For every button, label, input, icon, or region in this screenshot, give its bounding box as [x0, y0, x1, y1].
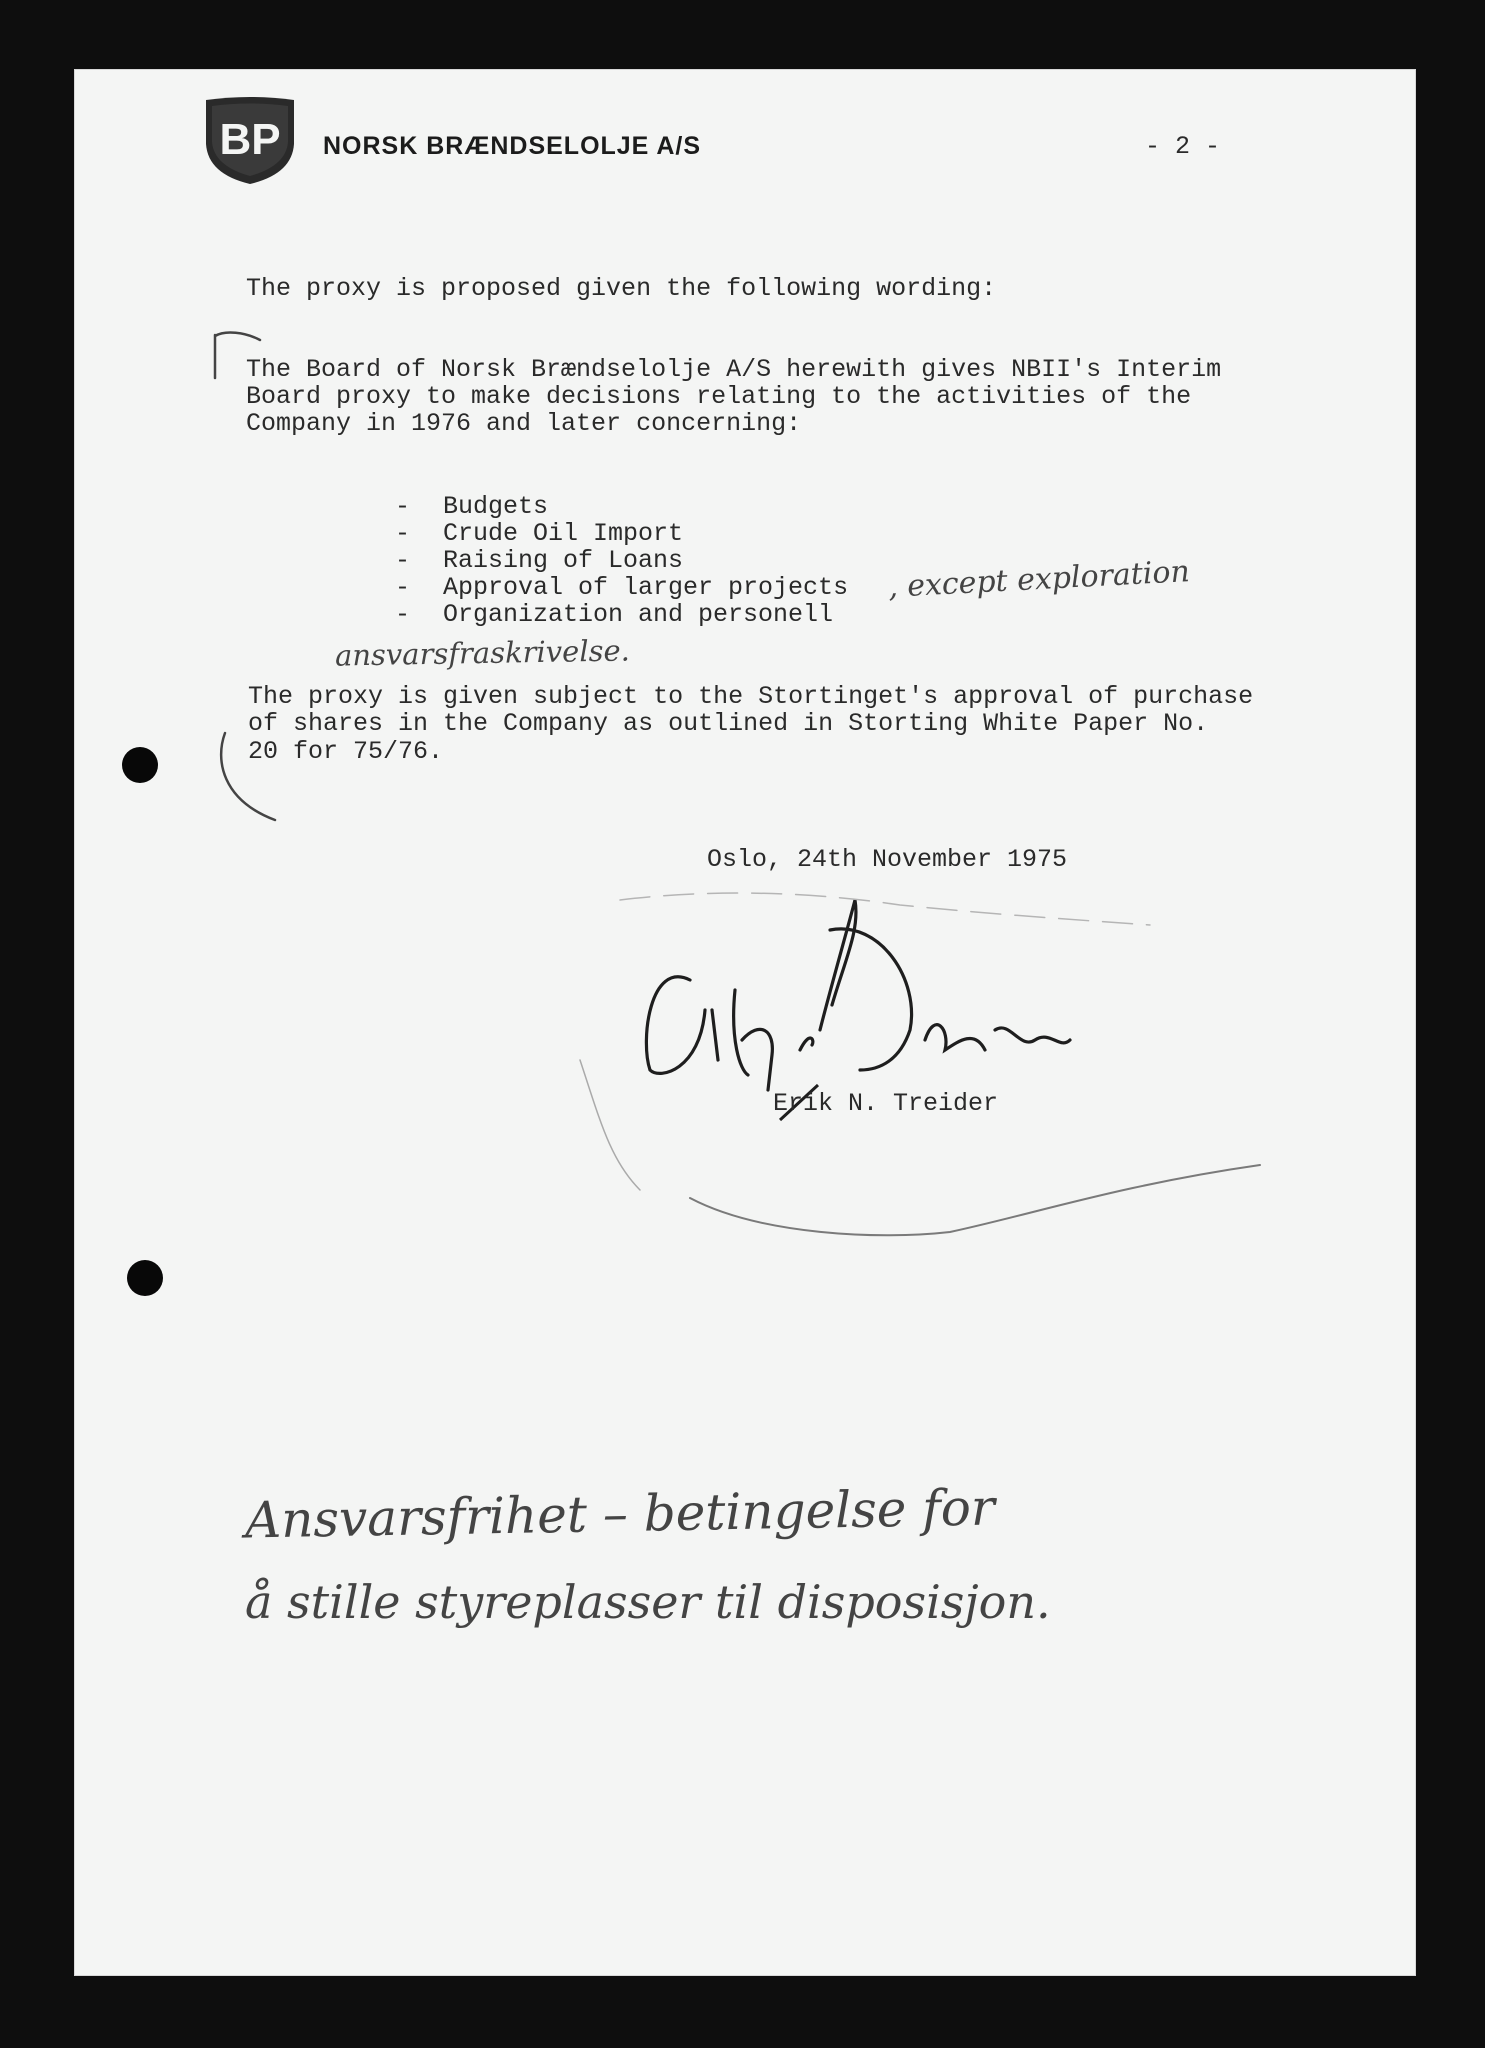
company-letterhead: NORSK BRÆNDSELOLJE A/S: [323, 132, 702, 160]
list-item-text: Budgets: [443, 492, 549, 521]
list-dash: -: [395, 546, 411, 575]
condition-paragraph-line: of shares in the Company as outlined in Storting White Paper No.: [248, 709, 1209, 738]
list-dash: -: [395, 573, 411, 602]
list-item-text: Crude Oil Import: [443, 519, 684, 548]
signature-name: Erik N. Treider: [773, 1089, 999, 1118]
list-dash: -: [395, 519, 411, 548]
list-item: [395, 574, 848, 601]
list-item: [395, 601, 848, 628]
list-dash: -: [395, 492, 411, 521]
handwritten-note-disclaimer: ansvarsfraskrivelse.: [334, 633, 631, 673]
list-item-text: Raising of Loans: [443, 546, 684, 575]
activities-list: [395, 493, 848, 628]
punch-hole-lower: [127, 1260, 163, 1296]
list-item: [395, 493, 848, 520]
punch-hole-upper: [122, 747, 158, 783]
intro-line: The proxy is proposed given the following wording:: [246, 274, 997, 303]
handwritten-note-exploration: , except exploration: [887, 554, 1191, 605]
proxy-paragraph-line: Company in 1976 and later concerning:: [246, 409, 802, 438]
place-date: Oslo, 24th November 1975: [707, 845, 1068, 874]
condition-paragraph-line: 20 for 75/76.: [248, 737, 444, 766]
page-number: - 2 -: [1145, 132, 1221, 161]
proxy-paragraph-line: Board proxy to make decisions relating to the activities of the: [246, 382, 1192, 411]
list-item: [395, 547, 848, 574]
list-item-text: Organization and personell: [443, 600, 834, 629]
condition-paragraph-line: The proxy is given subject to the Stortinget's approval of purchase: [248, 682, 1254, 711]
list-item: [395, 520, 848, 547]
list-dash: -: [395, 600, 411, 629]
handwritten-bottom-line-2: å stille styreplasser til disposisjon.: [245, 1575, 1051, 1629]
proxy-paragraph-line: The Board of Norsk Brændselolje A/S herewith gives NBII's Interim: [246, 355, 1222, 384]
list-item-text: Approval of larger projects: [443, 573, 849, 602]
handwritten-bottom-line-1: Ansvarsfrihet – betingelse for: [244, 1478, 996, 1550]
bp-logo-text: BP: [219, 115, 281, 164]
bp-logo-icon: [202, 96, 298, 186]
